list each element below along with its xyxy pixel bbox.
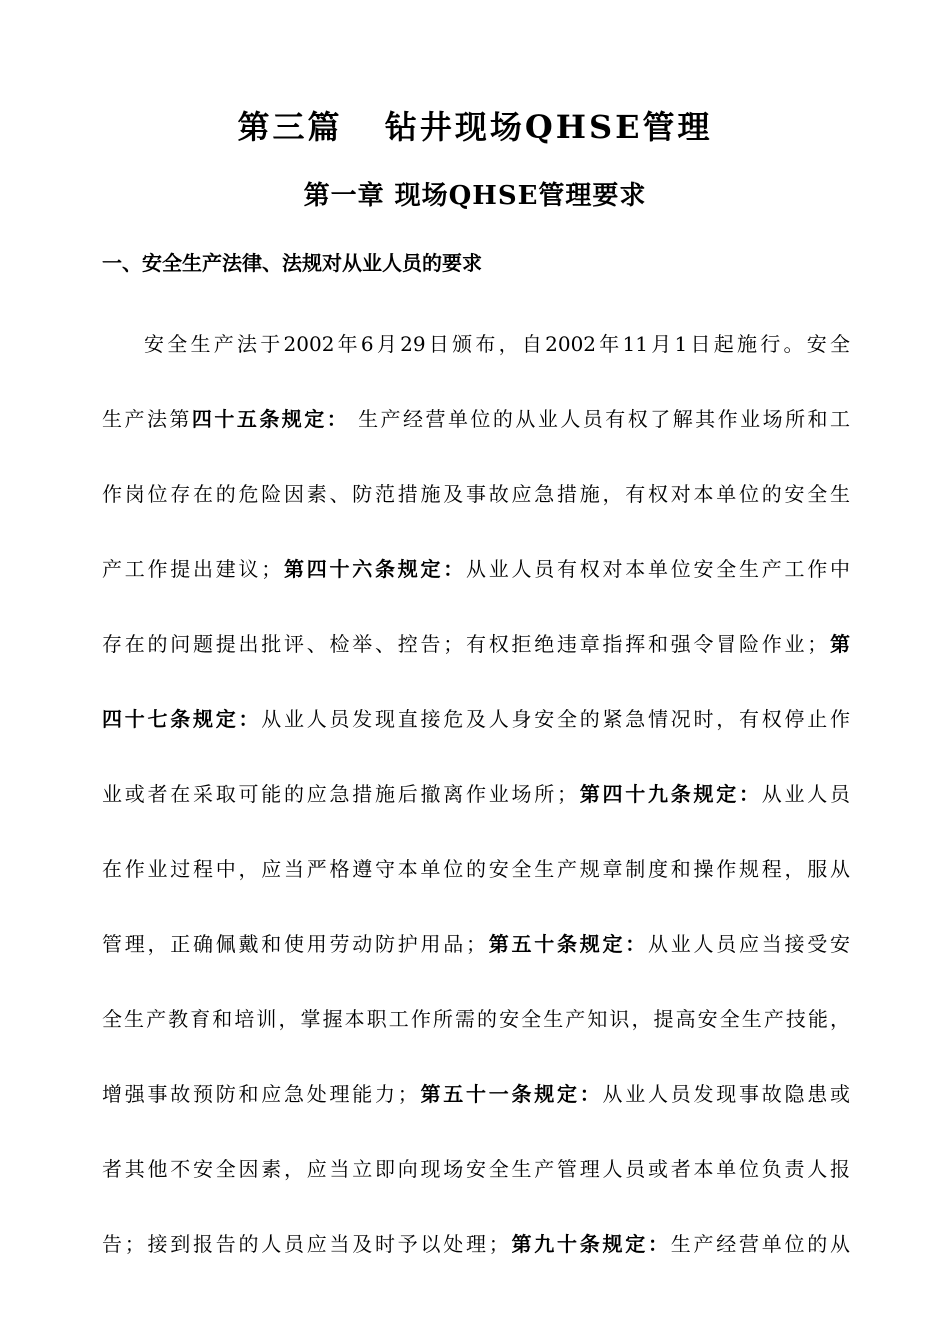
paragraph-text: 从业人员应当接受安 — [648, 932, 850, 956]
paragraph-line — [102, 982, 850, 1057]
paragraph-text: 增强事故预防和应急处理能力； — [102, 1082, 418, 1106]
article-reference: 第四十九条规定： — [577, 782, 762, 806]
paragraph-text: 存在的问题提出批评、检举、控告；有权拒绝违章指挥和强令冒险作业； — [102, 632, 828, 656]
paragraph-text: 作岗位存在的危险因素、防范措施及事故应急措施，有权对本单位的安全生 — [102, 482, 850, 506]
paragraph-text: 者其他不安全因素，应当立即向现场安全生产管理人员或者本单位负责人报 — [102, 1157, 850, 1181]
paragraph-text: 从业人员有权对本单位安全生产工作中 — [466, 557, 850, 581]
body-paragraph — [102, 307, 850, 1282]
article-reference: 四十五条规定： — [191, 407, 350, 431]
paragraph-line — [102, 307, 850, 382]
article-reference: 第九十条规定： — [508, 1232, 671, 1256]
paragraph-text: 业或者在采取可能的应急措施后撤离作业场所； — [102, 782, 577, 806]
paragraph-text: 从业人员 — [761, 782, 850, 806]
article-reference: 第五十一条规定： — [417, 1082, 603, 1106]
paragraph-line — [102, 607, 850, 682]
paragraph-text: 管理，正确佩戴和使用劳动防护用品； — [102, 932, 486, 956]
paragraph-line — [102, 682, 850, 757]
section-heading: 一、安全生产法律、法规对从业人员的要求 — [102, 251, 482, 275]
paragraph-text: 安全生产法于2002年6月29日颁布，自2002年11月1日起施行。安全 — [144, 332, 850, 356]
paragraph-line — [102, 907, 850, 982]
paragraph-text: 从业人员发现事故隐患或 — [602, 1082, 850, 1106]
paragraph-text: 产工作提出建议； — [102, 557, 282, 581]
chapter-title: 第一章 现场QHSE管理要求 — [303, 181, 647, 211]
paragraph-line — [102, 1057, 850, 1132]
paragraph-line — [102, 1207, 850, 1282]
paragraph-text: 全生产教育和培训，掌握本职工作所需的安全生产知识，提高安全生产技能， — [102, 1007, 850, 1031]
paragraph-line — [102, 457, 850, 532]
paragraph-line — [102, 757, 850, 832]
paragraph-text: 生产法第 — [102, 407, 192, 431]
paragraph-text: 从业人员发现直接危及人身安全的紧急情况时，有权停止作 — [261, 707, 850, 731]
article-reference: 第四十六条规定： — [281, 557, 466, 581]
paragraph-line — [102, 532, 850, 607]
part-title: 第三篇 钻井现场QHSE管理 — [237, 108, 713, 146]
paragraph-line — [102, 832, 850, 907]
paragraph-text: 生产经营单位的从业人员有权了解其作业场所和工 — [349, 407, 851, 431]
article-reference: 第 — [827, 632, 850, 656]
paragraph-line — [102, 1132, 850, 1207]
paragraph-text: 生产经营单位的从 — [670, 1232, 850, 1256]
paragraph-line — [102, 382, 850, 457]
article-reference: 第五十条规定： — [486, 932, 648, 956]
article-reference: 四十七条规定： — [102, 707, 262, 731]
paragraph-text: 告；接到报告的人员应当及时予以处理； — [102, 1232, 509, 1256]
paragraph-text: 在作业过程中，应当严格遵守本单位的安全生产规章制度和操作规程，服从 — [102, 857, 850, 881]
